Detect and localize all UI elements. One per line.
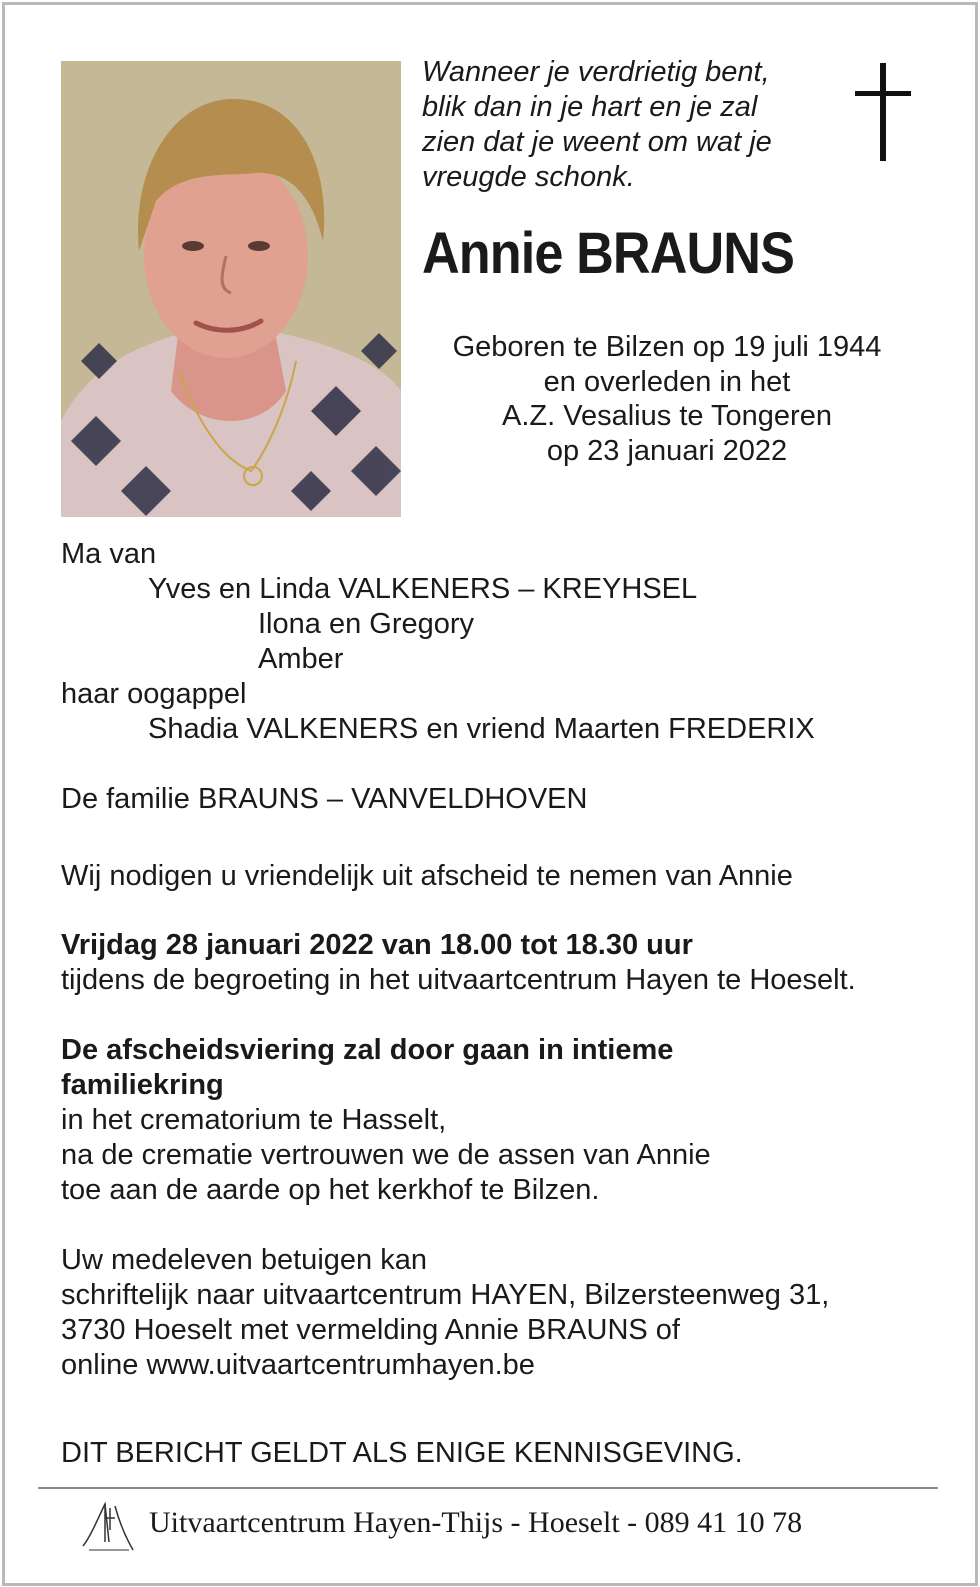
quote-line: Wanneer je verdrietig bent, xyxy=(422,56,770,88)
funeral-home-logo-icon xyxy=(81,1496,135,1554)
obituary-card xyxy=(2,2,978,1586)
invitation-text: Wij nodigen u vriendelijk uit afscheid te nemen van Annie xyxy=(61,860,793,892)
birth-line: en overleden in het xyxy=(543,365,791,398)
oogappel-label: haar oogappel xyxy=(61,678,247,710)
footer-funeral-home: Uitvaartcentrum Hayen-Thijs - Hoeselt - 089 41 10 78 xyxy=(149,1506,803,1539)
ceremony-heading: De afscheidsviering zal door gaan in intieme xyxy=(61,1034,674,1066)
family-name: De familie BRAUNS – VANVELDHOVEN xyxy=(61,783,588,815)
condolence-line: schriftelijk naar uitvaartcentrum HAYEN, Bilzersteenweg 31, xyxy=(61,1279,830,1311)
ceremony-line: in het crematorium te Hasselt, xyxy=(61,1104,447,1136)
condolence-line: online www.uitvaartcentrumhayen.be xyxy=(61,1349,535,1381)
condolence-line: Uw medeleven betuigen kan xyxy=(61,1244,427,1276)
birth-line: A.Z. Vesalius te Tongeren xyxy=(502,400,832,432)
cross-icon xyxy=(855,63,915,163)
footer-divider xyxy=(38,1487,938,1489)
condolence-quote xyxy=(422,55,842,195)
quote-line: zien dat je weent om wat je xyxy=(422,126,772,158)
ceremony-line: toe aan de aarde op het kerkhof te Bilzen. xyxy=(61,1174,600,1206)
portrait-illustration xyxy=(61,61,401,517)
notice-text: DIT BERICHT GELDT ALS ENIGE KENNISGEVING. xyxy=(61,1437,743,1469)
birth-line: Geboren te Bilzen op 19 juli 1944 xyxy=(452,331,882,363)
oogappel-name: Shadia VALKENERS en vriend Maarten FREDERIX xyxy=(148,713,815,745)
grandchild-name: Ilona en Gregory xyxy=(258,608,475,640)
birth-line: op 23 januari 2022 xyxy=(546,434,788,467)
ma-van-label: Ma van xyxy=(61,538,157,570)
portrait-photo xyxy=(61,61,401,517)
quote-line: vreugde schonk. xyxy=(422,161,635,193)
quote-line: blik dan in je hart en je zal xyxy=(422,91,758,123)
visit-date: Vrijdag 28 januari 2022 van 18.00 tot 18.30 uur xyxy=(61,929,693,961)
ceremony-heading: familiekring xyxy=(61,1069,224,1101)
grandchild-name: Amber xyxy=(258,643,344,675)
child-name: Yves en Linda VALKENERS – KREYHSEL xyxy=(148,573,698,605)
condolence-line: 3730 Hoeselt met vermelding Annie BRAUNS of xyxy=(61,1314,680,1346)
birth-death-details xyxy=(422,330,912,468)
visit-place: tijdens de begroeting in het uitvaartcentrum Hayen te Hoeselt. xyxy=(61,964,856,996)
ceremony-line: na de crematie vertrouwen we de assen van Annie xyxy=(61,1139,711,1171)
deceased-name: Annie BRAUNS xyxy=(422,221,795,286)
